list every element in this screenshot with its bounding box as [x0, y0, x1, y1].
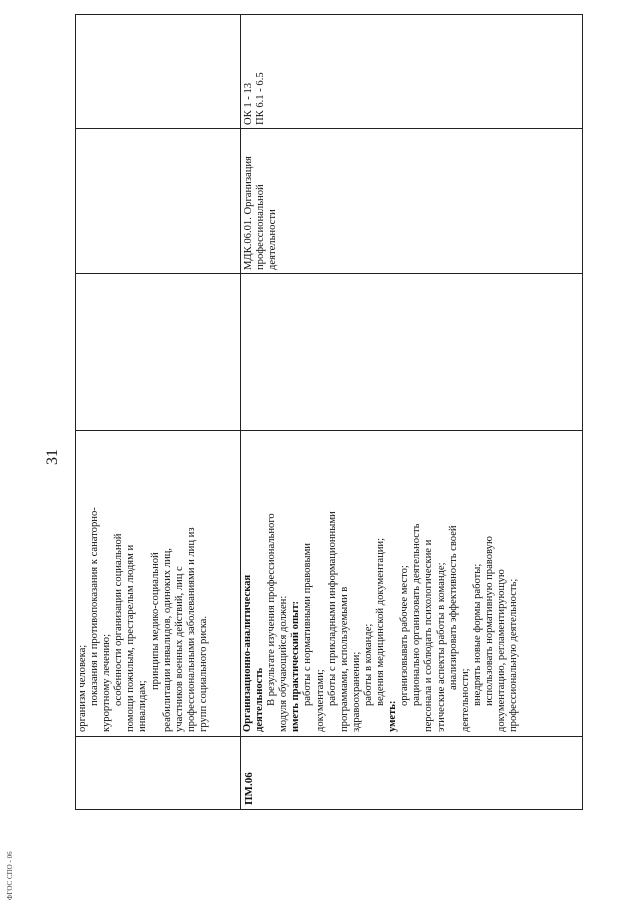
- content-line: деятельности;: [459, 668, 471, 732]
- content-line: принципы медико-социальной: [149, 552, 161, 690]
- content-line: иметь практический опыт:: [290, 600, 302, 732]
- content-line: модуля обучающийся должен:: [278, 595, 290, 732]
- content-line: помощи пожилым, престарелым людям и: [125, 544, 137, 732]
- mdk-cell: [76, 129, 241, 274]
- content-line: этические аспекты работы в команде;: [435, 562, 447, 732]
- content-line: документацию, регламентирующую: [495, 569, 507, 732]
- content-line: организовывать рабочее место;: [399, 565, 411, 706]
- content-line: Организационно-аналитическая: [242, 574, 253, 732]
- content-line: внедрять новые формы работы;: [471, 563, 483, 706]
- content-line: работы с прикладными информационными: [326, 511, 338, 706]
- content-line: деятельность: [254, 667, 266, 732]
- hours-cell: [76, 274, 241, 431]
- content-line: использовать нормативную правовую: [483, 536, 495, 706]
- content-line: показания и противопоказания к санаторно-: [89, 507, 101, 706]
- content-line: анализировать эффективность своей: [447, 525, 459, 690]
- content-line: рационально организовать деятельность: [411, 523, 423, 706]
- content-line: особенности организации социальной: [113, 533, 125, 706]
- hours-cell: [241, 274, 583, 431]
- module-code: ПМ.06: [241, 737, 583, 810]
- content-line: уметь:: [387, 700, 399, 732]
- competencies-cell: [241, 15, 583, 129]
- page-number: 31: [44, 449, 61, 465]
- content-line: документами;: [314, 669, 326, 732]
- code-cell: [76, 737, 241, 810]
- competency-ok: ОК 1 - 13: [243, 82, 254, 125]
- content-line: курортному лечению;: [101, 633, 113, 732]
- content-cell: [76, 431, 241, 737]
- pm06-content-lines: [242, 435, 520, 732]
- content-line: участников военных действий, лиц с: [173, 566, 185, 732]
- content-line: работы в команде;: [362, 623, 374, 706]
- content-line: групп социального риска.: [197, 615, 209, 732]
- content-line: ведения медицинской документации;: [375, 537, 387, 706]
- content-line: реабилитации инвалидов, одиноких лиц,: [161, 548, 173, 732]
- table-row: [76, 15, 241, 810]
- mdk-cell: МДК.06.01. Организация профессиональной деятельности: [241, 129, 583, 274]
- content-line: работы с нормативными правовыми: [302, 543, 314, 706]
- content-line: профессиональными заболеваниями и лиц из: [185, 527, 197, 732]
- footer-code: ФГОС СПО - 06: [6, 851, 14, 900]
- content-line: профессиональную деятельность;: [508, 578, 520, 732]
- top-content-lines: [77, 435, 210, 732]
- content-line: здравоохранении;: [350, 651, 362, 732]
- content-line: организм человека;: [77, 644, 88, 732]
- competency-pk: ПК 6.1 - 6.5: [255, 72, 267, 125]
- competencies-cell: [76, 15, 241, 129]
- content-line: программами, используемыми в: [338, 586, 350, 732]
- content-line: персонала и соблюдать психологические и: [423, 539, 435, 732]
- content-line: инвалидам;: [137, 680, 149, 732]
- content-line: В результате изучения профессионального: [266, 513, 278, 706]
- content-cell: [241, 431, 583, 737]
- table-row: [241, 15, 583, 810]
- curriculum-table: [75, 14, 583, 810]
